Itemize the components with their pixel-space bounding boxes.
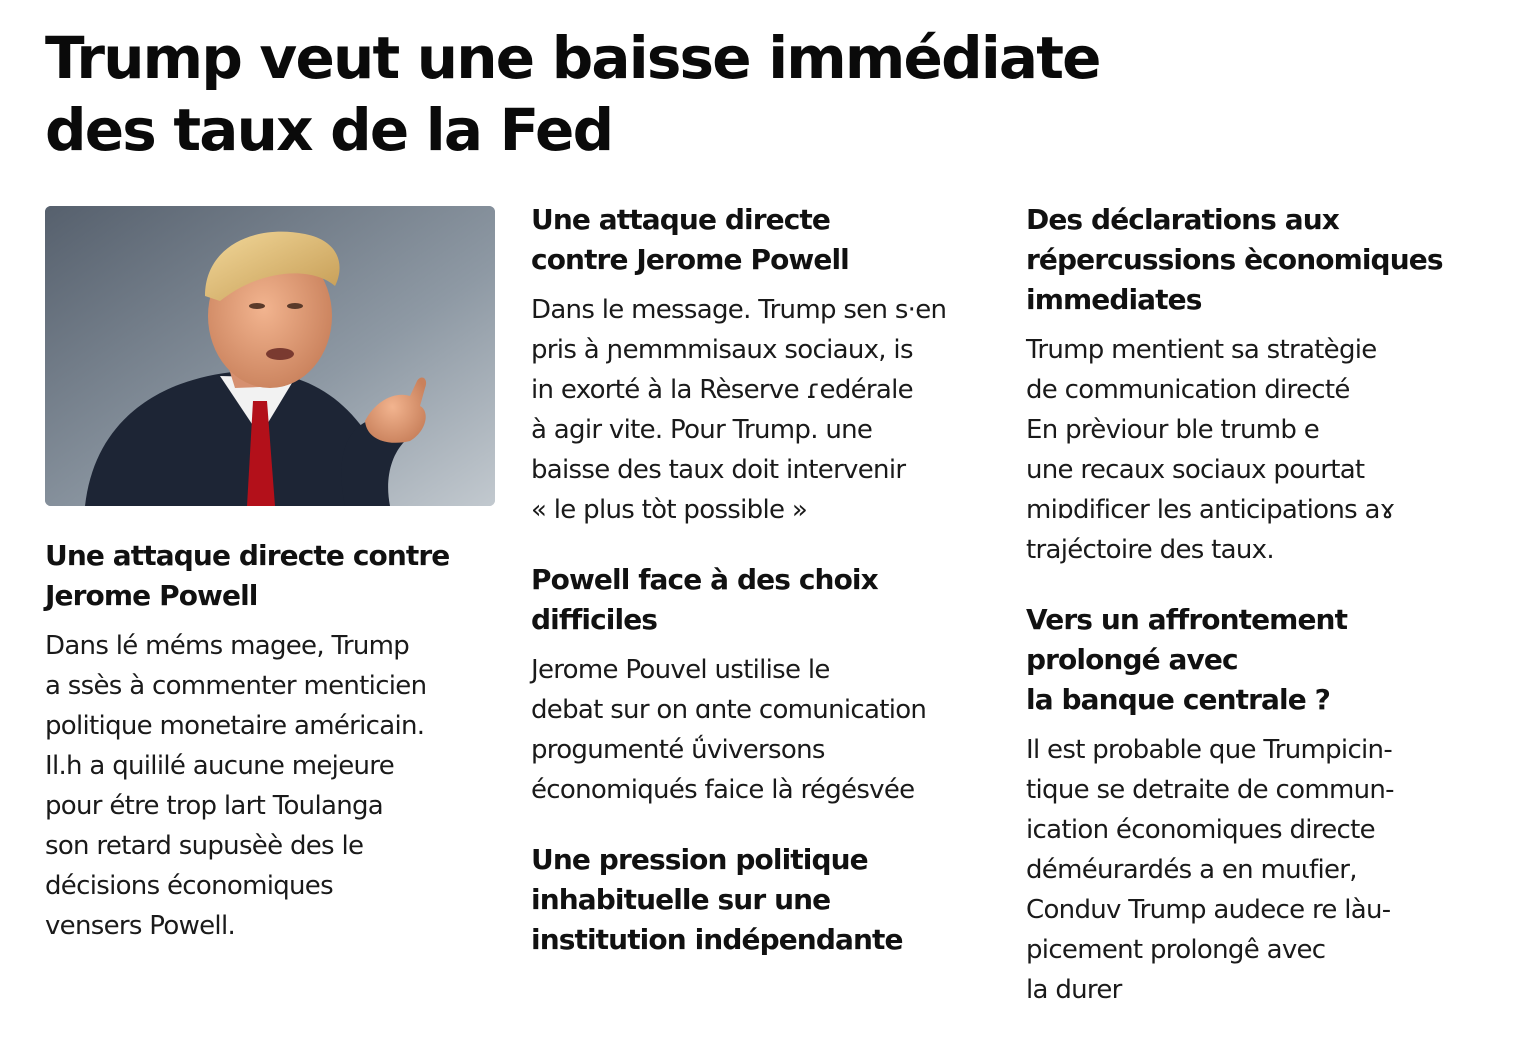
body-line: ication économiques directe	[1026, 815, 1375, 845]
body-line: progumenté ǘviversons	[531, 735, 825, 765]
section-title-line: immediates	[1026, 283, 1202, 316]
body-line: Dans le message. Trump sen s·en	[531, 295, 947, 325]
section-title-line: Une attaque directe	[531, 203, 830, 236]
body-line: En prèviour ble trumb e	[1026, 415, 1320, 445]
body-line: vensers Powell.	[45, 911, 236, 941]
body-line: Il.h a quililé aucune mejeure	[45, 751, 394, 781]
section-title-line: inhabituelle sur une	[531, 883, 831, 916]
section-title-line: la banque centrale ?	[1026, 683, 1331, 716]
article-section	[1026, 600, 1496, 1010]
body-line: Jerome Pouvel ustilise le	[531, 655, 830, 685]
body-line: trajéctoire des taux.	[1026, 535, 1274, 565]
section-body	[1026, 730, 1496, 1010]
body-line: a ssès à commenter menticien	[45, 671, 427, 701]
body-line: picement prolongê avec	[1026, 935, 1326, 965]
article-photo	[45, 206, 495, 506]
body-line: tique se detraite de commun-	[1026, 775, 1394, 805]
body-line: in exorté à la Rèserve ɾedérale	[531, 375, 913, 405]
body-line: son retard supusèè des le	[45, 831, 364, 861]
column-middle	[531, 200, 991, 990]
body-line: Trump mentient sa stratègie	[1026, 335, 1377, 365]
body-line: déméurardés a en muɩfier,	[1026, 855, 1357, 885]
article-section	[1026, 200, 1496, 570]
body-line: décisions économiques	[45, 871, 333, 901]
body-line: de communication directé	[1026, 375, 1350, 405]
section-title-line: institution indépendante	[531, 923, 903, 956]
section-title-line: prolongé avec	[1026, 643, 1238, 676]
section-title-line: Powell face à des choix	[531, 563, 878, 596]
section-title	[531, 840, 991, 960]
section-title	[531, 560, 991, 640]
article-section	[531, 840, 991, 960]
body-line: à agir vite. Pour Trump. une	[531, 415, 873, 445]
section-title-line: répercussions èconomiques	[1026, 243, 1443, 276]
section-title-line: Vers un affrontement	[1026, 603, 1348, 636]
body-line: Conduv Trump audece re làu-	[1026, 895, 1391, 925]
body-line: la durer	[1026, 975, 1122, 1005]
section-body	[1026, 330, 1496, 570]
section-title-line: Des déclarations aux	[1026, 203, 1339, 236]
section-title-line: difficiles	[531, 603, 658, 636]
body-line: miɒdificer les anticipations aɤ	[1026, 495, 1395, 525]
section-title-line: Jerome Powell	[45, 579, 258, 612]
section-body	[45, 626, 505, 946]
body-line: « le plus tòt possible »	[531, 495, 808, 525]
body-line: une recaux sociaux pourtat	[1026, 455, 1365, 485]
section-title-line: Une pression politique	[531, 843, 868, 876]
article-section	[531, 200, 991, 530]
headline-line: des taux de la Fed	[45, 96, 613, 164]
section-title-line: Une attaque directe contre	[45, 539, 450, 572]
article-section	[45, 536, 505, 946]
section-body	[531, 290, 991, 530]
body-line: politique monetaire américain.	[45, 711, 425, 741]
section-title	[1026, 200, 1496, 320]
body-line: Dans lé méms magee, Trump	[45, 631, 410, 661]
section-body	[531, 650, 991, 810]
section-title	[45, 536, 505, 616]
portrait-illustration	[45, 206, 495, 506]
body-line: pris à ɲemmmisaux sociaux, is	[531, 335, 913, 365]
section-title	[531, 200, 991, 280]
body-line: économiqués faice là régésvée	[531, 775, 915, 805]
column-left	[45, 200, 505, 976]
section-title	[1026, 600, 1496, 720]
article-section	[531, 560, 991, 810]
section-title-line: contre Jerome Powell	[531, 243, 849, 276]
headline-line: Trump veut une baisse immédiate	[45, 24, 1100, 92]
body-line: debat sur on ɑnte comunication	[531, 695, 927, 725]
body-line: baisse des taux doit intervenir	[531, 455, 906, 485]
column-right	[1026, 200, 1496, 1040]
body-line: pour étre trop lart Toulanga	[45, 791, 384, 821]
body-line: Il est probable que Trumpicin-	[1026, 735, 1393, 765]
headline	[45, 22, 1145, 166]
